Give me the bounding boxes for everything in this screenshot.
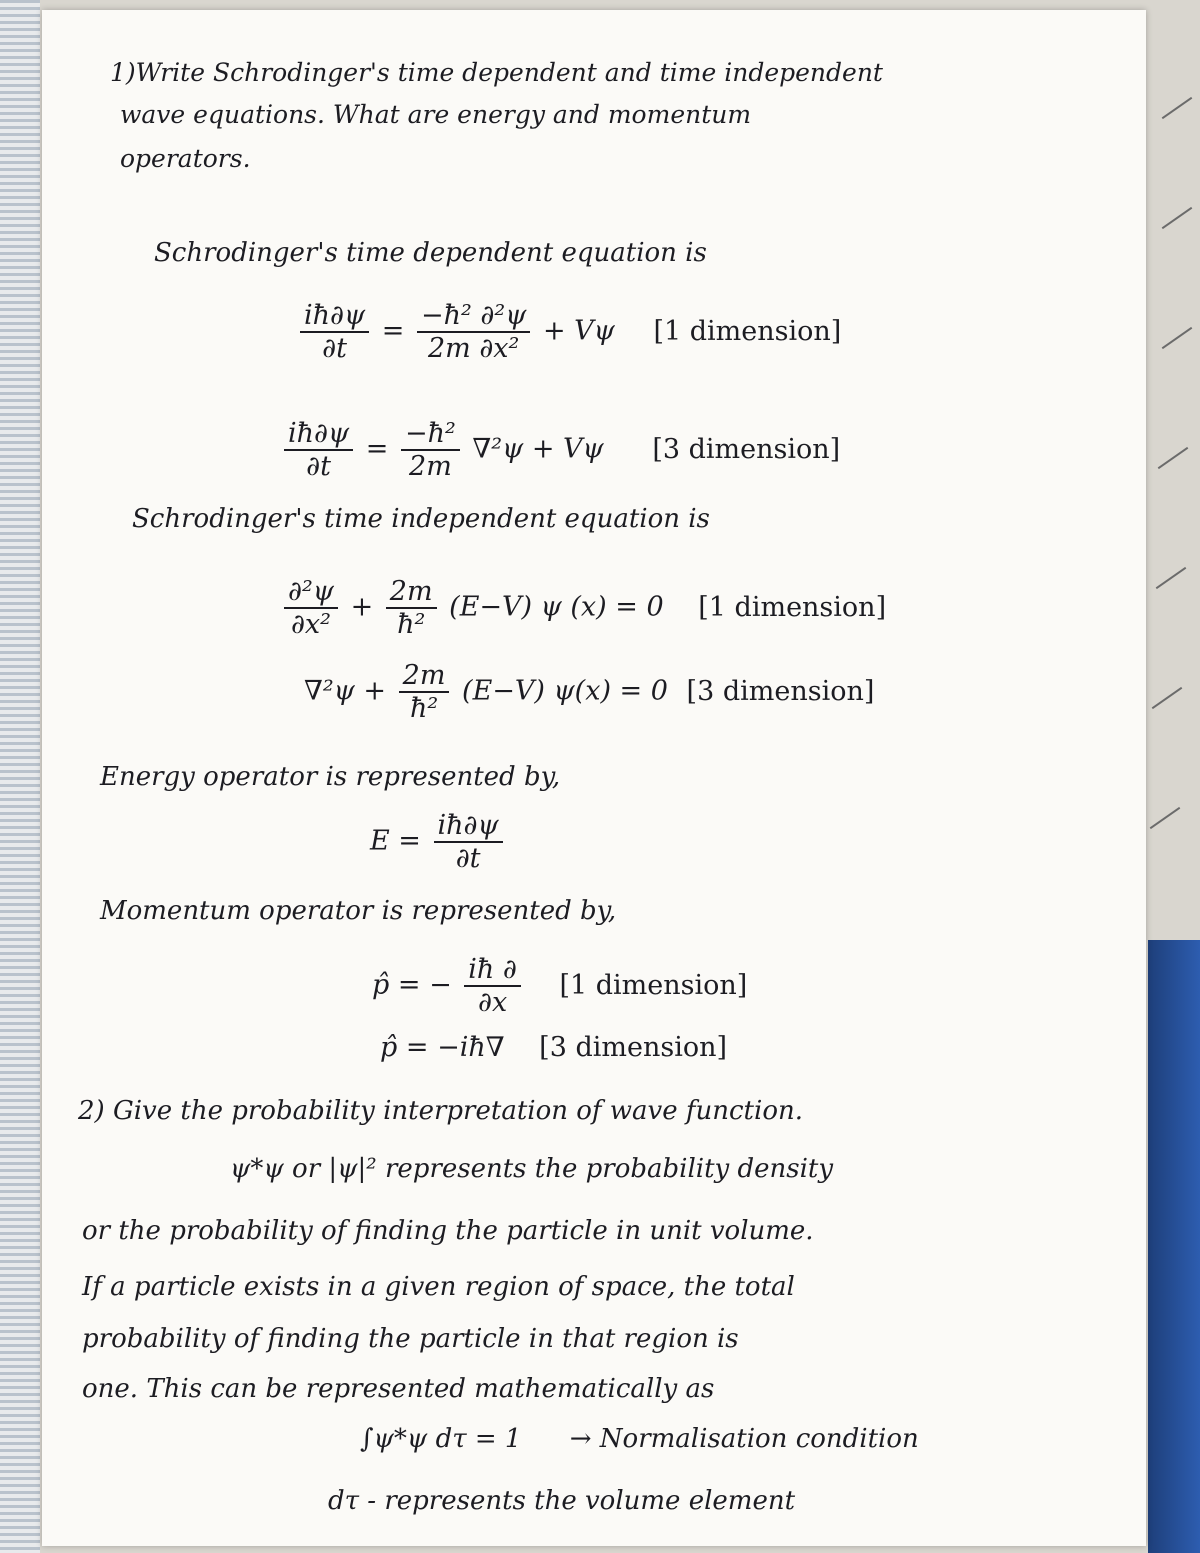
- time-independent-eq-3d: [304, 660, 874, 724]
- eq2-lhs-den: ∂t: [306, 451, 331, 482]
- eq2-lhs-num: iħ∂ψ: [284, 418, 353, 451]
- eq1-dimension-label: [1 dimension]: [653, 315, 842, 347]
- ti-eq1-a-fraction: [284, 576, 338, 640]
- notebook-cover-edge: [1148, 940, 1200, 1553]
- momentum-operator-eq-3d: [380, 1032, 727, 1063]
- ti-eq2-head: ∇²ψ +: [304, 675, 387, 707]
- eq1-rhs-den: 2m ∂x²: [427, 333, 520, 364]
- ti-eq1-b-den: ħ²: [397, 609, 426, 640]
- energy-operator-heading: Energy operator is represented by,: [100, 762, 561, 792]
- equals-sign: =: [381, 315, 405, 347]
- time-independent-eq-1d: [280, 576, 886, 640]
- momentum-den: ∂x: [477, 987, 508, 1018]
- energy-den: ∂t: [455, 843, 481, 874]
- eq2-lhs-fraction: [284, 418, 353, 482]
- normalisation-label: → Normalisation condition: [569, 1424, 919, 1454]
- normalisation-integral: ∫ψ*ψ dτ = 1: [360, 1424, 522, 1454]
- momentum-eq2: p̂ = −iħ∇: [380, 1032, 505, 1063]
- eq2-rhs-fraction: [401, 418, 460, 482]
- eq1-tail: + Vψ: [542, 315, 615, 347]
- plus-sign: +: [350, 591, 374, 623]
- question-2-title: 2) Give the probability interpretation of wave function.: [78, 1096, 803, 1126]
- ti-eq1-tail: (E−V) ψ (x) = 0: [449, 591, 664, 623]
- notebook-page: [42, 10, 1146, 1546]
- equals-sign: =: [365, 433, 389, 465]
- question-1-line-3: operators.: [120, 144, 251, 173]
- ti-eq1-dimension-label: [1 dimension]: [698, 591, 887, 623]
- eq2-tail: ∇²ψ + Vψ: [472, 433, 604, 465]
- margin-mark: [1162, 97, 1193, 119]
- q2-line-5: one. This can be represented mathematically as: [82, 1374, 715, 1404]
- q2-line-2: or the probability of finding the particle in unit volume.: [82, 1216, 814, 1246]
- eq2-dimension-label: [3 dimension]: [652, 433, 841, 465]
- eq1-lhs-num: iħ∂ψ: [300, 300, 369, 333]
- momentum-num: iħ ∂: [464, 954, 521, 987]
- margin-mark: [1162, 207, 1193, 229]
- time-dependent-eq-3d: [280, 418, 840, 482]
- momentum-eq1-lhs: p̂ = −: [372, 969, 452, 1001]
- energy-operator-eq: [370, 810, 507, 874]
- energy-fraction: [434, 810, 503, 874]
- time-dependent-eq-1d: [296, 300, 841, 364]
- q2-line-4: probability of finding the particle in that region is: [82, 1324, 739, 1354]
- ti-eq2-b-num: 2m: [399, 660, 450, 693]
- margin-mark: [1162, 327, 1193, 349]
- q2-line-3: If a particle exists in a given region of space, the total: [82, 1272, 795, 1302]
- ti-eq2-b-fraction: [399, 660, 450, 724]
- margin-mark: [1152, 687, 1183, 709]
- ti-eq2-tail: (E−V) ψ(x) = 0: [462, 675, 668, 707]
- ti-eq2-b-den: ħ²: [409, 693, 439, 724]
- spiral-binding: [0, 0, 40, 1553]
- eq1-lhs-den: ∂t: [322, 333, 347, 364]
- eq2-rhs-den: 2m: [409, 451, 452, 482]
- energy-num: iħ∂ψ: [434, 810, 503, 843]
- margin-mark: [1156, 567, 1187, 589]
- ti-eq1-b-fraction: [386, 576, 437, 640]
- time-independent-heading: Schrodinger's time independent equation is: [132, 504, 710, 534]
- eq1-rhs-fraction: [417, 300, 530, 364]
- eq2-rhs-num: −ħ²: [401, 418, 460, 451]
- volume-element-note: dτ - represents the volume element: [328, 1486, 796, 1516]
- momentum-operator-eq-1d: [372, 954, 747, 1018]
- ti-eq2-dimension-label: [3 dimension]: [686, 675, 875, 707]
- q2-line-1: ψ*ψ or |ψ|² represents the probability density: [230, 1154, 834, 1184]
- momentum-operator-heading: Momentum operator is represented by,: [100, 896, 617, 926]
- momentum-eq1-dimension-label: [1 dimension]: [559, 969, 748, 1001]
- ti-eq1-b-num: 2m: [386, 576, 437, 609]
- margin-mark: [1158, 447, 1189, 469]
- eq1-lhs-fraction: [300, 300, 369, 364]
- ti-eq1-a-den: ∂x²: [290, 609, 331, 640]
- time-dependent-heading: Schrodinger's time dependent equation is: [154, 238, 707, 268]
- ti-eq1-a-num: ∂²ψ: [284, 576, 338, 609]
- margin-mark: [1150, 807, 1181, 829]
- momentum-eq2-dimension-label: [3 dimension]: [539, 1032, 728, 1063]
- normalisation-equation: [360, 1424, 919, 1454]
- eq1-rhs-num: −ħ² ∂²ψ: [417, 300, 530, 333]
- momentum-fraction: [464, 954, 521, 1018]
- energy-lhs: E =: [370, 825, 421, 857]
- question-1-line-1: 1)Write Schrodinger's time dependent and time independent: [110, 58, 883, 87]
- question-1-line-2: wave equations. What are energy and momentum: [120, 100, 752, 129]
